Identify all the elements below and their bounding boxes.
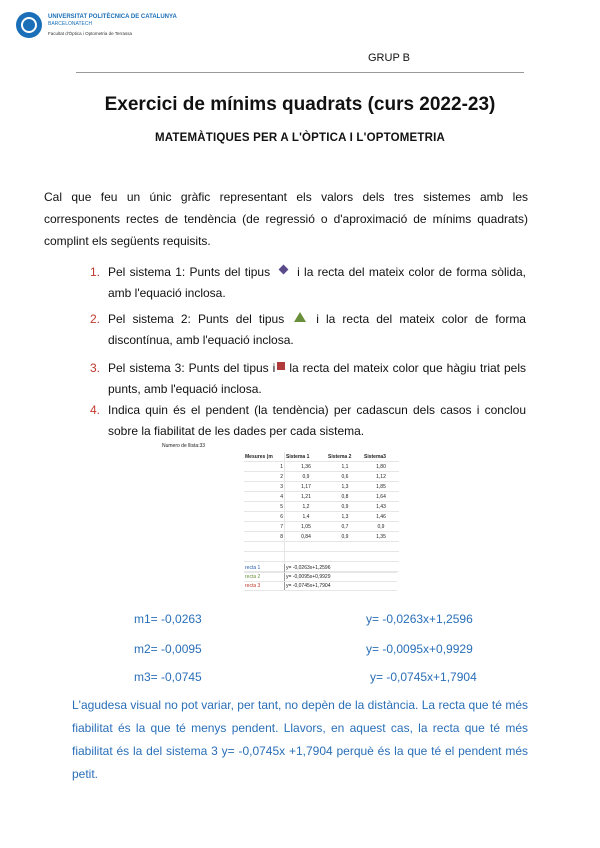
spreadsheet-image — [160, 442, 412, 602]
line-equation: y= -0,0095x+0,9929 — [285, 573, 398, 582]
table-cell: 1,35 — [363, 532, 399, 542]
blank-row — [244, 542, 399, 552]
requirement-text: Pel sistema 2: Punts del tipus — [108, 312, 285, 326]
equation-1: y= -0,0263x+1,2596 — [366, 612, 473, 626]
table-cell: 1,4 — [285, 512, 328, 522]
line-label: recta 2 — [244, 573, 285, 582]
table-cell: 0,6 — [327, 472, 363, 482]
logo-faculty: Facultat d'Òptica i Optometria de Terrassa — [48, 31, 133, 36]
table-row — [244, 532, 399, 542]
requirement-number: 3. — [90, 361, 101, 375]
table-header-row — [244, 452, 399, 462]
sheet-title: Numero de llista:33 — [162, 443, 206, 449]
table-cell: 1,21 — [285, 492, 328, 502]
equation-3: y= -0,0745x+1,7904 — [370, 670, 477, 684]
table-cell: 1,17 — [285, 482, 328, 492]
table-row — [244, 472, 399, 482]
line-equation: y= -0,0263x+1,2596 — [285, 564, 398, 573]
table-cell: 0,9 — [285, 472, 328, 482]
table-cell: 0,84 — [285, 532, 328, 542]
table-cell: 0,7 — [327, 522, 363, 532]
line-label: recta 3 — [244, 582, 285, 591]
regression-lines-table — [244, 564, 397, 591]
table-cell: 1,46 — [363, 512, 399, 522]
line-label: recta 1 — [244, 564, 285, 573]
logo-tagline: BARCELONATECH — [48, 21, 93, 27]
conclusion-paragraph: L'agudesa visual no pot variar, per tant, no depèn de la distància. La recta que té més fiabilitat és la que té menys pendent. Llavors, en aquest cas, la recta que té més fiabilitat és la del sistema 3 y= -0,0745x +1,7904 perquè és la que té el pendent més petit. — [72, 698, 528, 781]
requirement-4 — [90, 400, 526, 442]
requirement-text: Indica quin és el pendent (la tendència) per cadascun dels casos i conclou sobre la fiabilitat de les dades per cada sistema. — [108, 403, 526, 438]
table-row — [244, 522, 399, 532]
requirement-2 — [90, 309, 526, 351]
slope-3: m3= -0,0745 — [134, 670, 202, 684]
university-logo — [16, 12, 176, 40]
table-cell: 1,85 — [363, 482, 399, 492]
page-subtitle: MATEMÀTIQUES PER A L'ÒPTICA I L'OPTOMETRIA — [154, 132, 446, 144]
table-header: Sistema 1 — [285, 452, 328, 462]
requirement-1 — [90, 262, 526, 304]
table-cell: 5 — [244, 502, 285, 512]
table-cell: 1,05 — [285, 522, 328, 532]
requirement-text: la recta del mateix color que hàgiu triat pels punts, amb l'equació inclosa. — [108, 361, 526, 396]
table-cell: 1,43 — [363, 502, 399, 512]
requirement-number: 4. — [90, 403, 101, 417]
table-cell: 6 — [244, 512, 285, 522]
requirement-text: i la recta del mateix color de forma sòlida, amb l'equació inclosa. — [108, 265, 526, 300]
table-cell: 3 — [244, 482, 285, 492]
table-header: Sistema 2 — [327, 452, 363, 462]
square-icon — [277, 362, 285, 370]
table-row — [244, 502, 399, 512]
table-row — [244, 482, 399, 492]
requirement-number: 2. — [90, 312, 101, 326]
table-header: Mesures (m — [244, 452, 285, 462]
table-cell: 1,1 — [327, 462, 363, 472]
table-cell: 1,3 — [327, 512, 363, 522]
upc-logo-icon — [16, 12, 42, 38]
table-cell: 8 — [244, 532, 285, 542]
table-cell: 1,80 — [363, 462, 399, 472]
table-cell: 0,8 — [327, 492, 363, 502]
page-title: Exercici de mínims quadrats (curs 2022-23) — [104, 94, 496, 115]
slope-1: m1= -0,0263 — [134, 612, 202, 626]
table-cell: 1 — [244, 462, 285, 472]
table-row — [244, 512, 399, 522]
table-cell: 1,64 — [363, 492, 399, 502]
table-row — [244, 492, 399, 502]
table-row — [244, 582, 397, 591]
requirement-3 — [90, 358, 526, 400]
table-row — [244, 462, 399, 472]
requirement-text: Pel sistema 3: Punts del tipus i — [108, 361, 276, 375]
table-cell: 1,3 — [327, 482, 363, 492]
line-equation: y= -0,0745x+1,7904 — [285, 582, 398, 591]
header-divider — [76, 72, 524, 73]
diamond-icon — [279, 265, 289, 275]
intro-paragraph: Cal que feu un únic gràfic representant els valors dels tres sistemes amb les corresponents rectes de tendència (de regressió o d'aproximació de mínims quadrats) complint els següents requisits. — [44, 190, 528, 248]
table-row — [244, 564, 397, 573]
table-cell: 1,12 — [363, 472, 399, 482]
requirement-number: 1. — [90, 265, 101, 279]
table-cell: 0,9 — [363, 522, 399, 532]
table-cell: 1,36 — [285, 462, 328, 472]
logo-university-name: UNIVERSITAT POLITÈCNICA DE CATALUNYA — [48, 14, 177, 20]
table-cell: 4 — [244, 492, 285, 502]
table-row — [244, 573, 397, 582]
table-cell: 0,9 — [327, 532, 363, 542]
table-cell: 1,2 — [285, 502, 328, 512]
data-table — [244, 452, 399, 572]
table-cell: 2 — [244, 472, 285, 482]
table-cell: 7 — [244, 522, 285, 532]
blank-row — [244, 552, 399, 562]
triangle-icon — [294, 312, 306, 322]
table-cell: 0,9 — [327, 502, 363, 512]
requirement-text: Pel sistema 1: Punts del tipus — [108, 265, 271, 279]
slope-2: m2= -0,0095 — [134, 642, 202, 656]
equation-2: y= -0,0095x+0,9929 — [366, 642, 473, 656]
requirement-text: i la recta del mateix color de forma discontínua, amb l'equació inclosa. — [108, 312, 526, 347]
group-label: GRUP B — [368, 52, 410, 64]
table-header: Sistema3 — [363, 452, 399, 462]
